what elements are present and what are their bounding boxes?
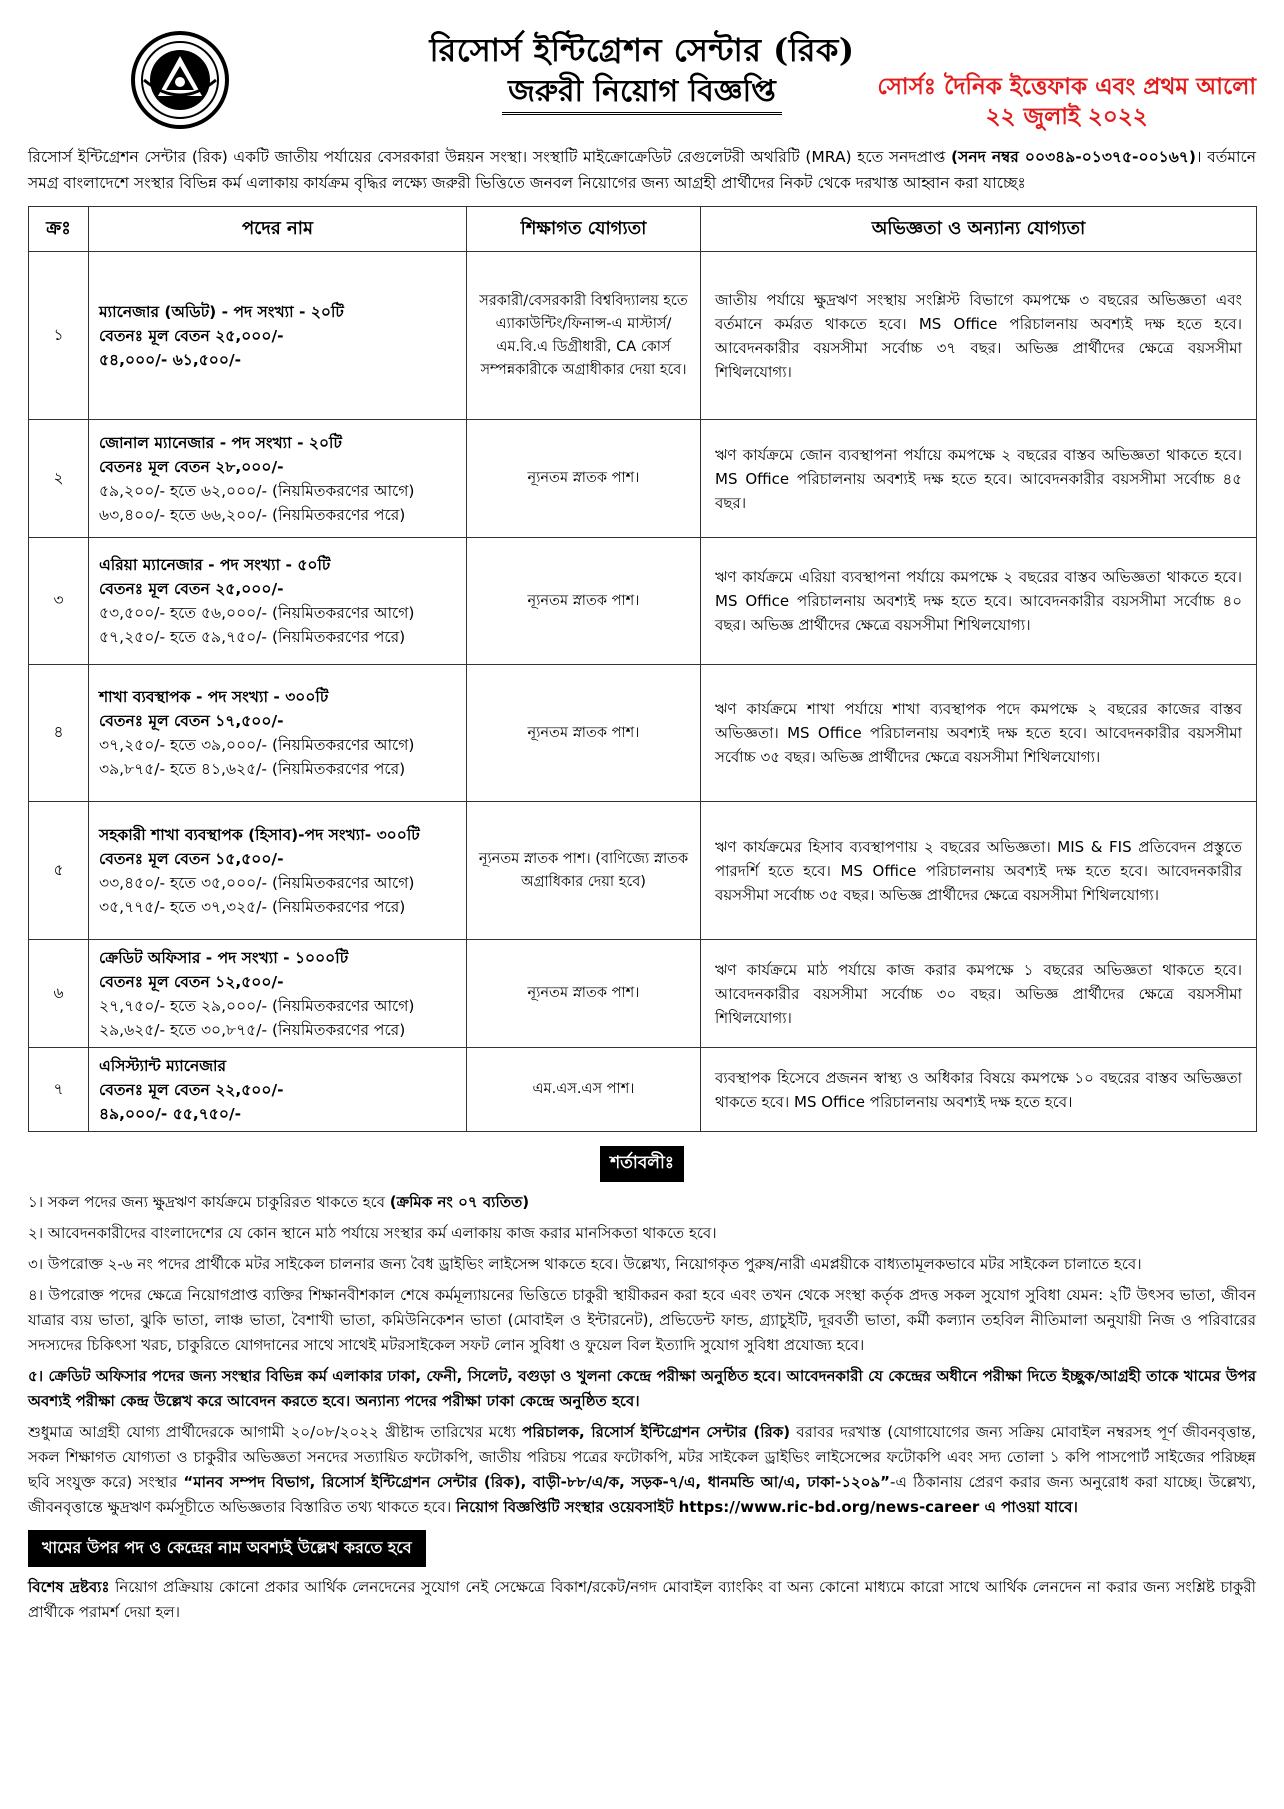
col-education: শিক্ষাগত যোগ্যতা (467, 207, 701, 252)
salary-line: ৩৭,২৫০/- হতে ৩৯,০০০/- (নিয়মিতকরণের আগে) (99, 736, 415, 754)
post-cell (89, 252, 467, 420)
post-title: ম্যানেজার (অডিট) - পদ সংখ্যা - ২০টি (99, 302, 344, 321)
education-cell: ন্যূনতম স্নাতক পাশ। (467, 420, 701, 538)
row-serial: ২ (29, 420, 89, 538)
term-exception: (ক্রমিক নং ০৭ ব্যতিত) (389, 1193, 530, 1211)
job-circular (28, 22, 1256, 1625)
term-text: ১। সকল পদের জন্য ক্ষুদ্রঋণ কার্যক্রমে চাকুরিরত থাকতে হবে (28, 1193, 390, 1211)
intro-paragraph (28, 144, 1256, 196)
instruction-text: শুধুমাত্র আগ্রহী যোগ্য প্রার্থীদেরকে আগামী ২০/০৮/২০২২ খ্রীষ্টাব্দ তারিখের মধ্যে (28, 1423, 523, 1441)
terms-heading-label: শর্তাবলীঃ (600, 1146, 684, 1182)
post-title: জোনাল ম্যানেজার - পদ সংখ্যা - ২০টি (99, 433, 342, 452)
post-cell (89, 940, 467, 1048)
terms-list (28, 1190, 1256, 1414)
term-item: ৩। উপরোক্ত ২-৬ নং পদের প্রার্থীকে মটর সাইকেল চালনার জন্য বৈধ ড্রাইভিং লাইসেন্স থাকতে হবে। উল্লেখ্য, নিয়োগকৃত পুরুষ/নারী এমপ্লয়ীকে বাধ্যতামূলকভাবে মটর সাইকেল চালাতে হবে। (28, 1255, 1142, 1273)
term-item: ৪। উপরোক্ত পদের ক্ষেত্রে নিয়োগপ্রাপ্ত ব্যক্তির শিক্ষানবীশকাল শেষে কর্মমূল্যায়নের ভিত্তিতে চাকুরী স্থায়ীকরন করা হবে এবং তখন থেকে সংস্থা কর্তৃক প্রদত্ত সকল সুযোগ সুবিধা যেমন: ২টি উৎসব ভাতা, জীবন যাত্রার ব্যয় ভাতা, ঝুকি ভাতা, লাঞ্চ ভাতা, বৈশাখী ভাতা, কমিউনিকেশন ভাতা (মোবাইল ও ইন্টারনেট), প্রভিডেন্ট ফান্ড, গ্র্যাচুইটি, দূরবর্তী ভাতা, কর্মী কল্যান তহবিল নীতিমালা অনুযায়ী নিজ ও পরিবারের সদস্যদের চিকিৎসা খরচ, চাকুরিতে যোগদানের সাথে সাথেই মটরসাইকেল সফট লোন সুবিধা ও ফুয়েল বিল ইত্যাদি সুযোগ সুবিধা প্রযোজ্য হবে। (28, 1286, 1256, 1354)
row-serial: ৭ (29, 1048, 89, 1132)
intro-text: রিসোর্স ইন্টিগ্রেশন সেন্টার (রিক) একটি জাতীয় পর্যায়ের বেসরকারা উন্নয়ন সংস্থা। সংস্থাটি মাইক্রোক্রেডিট রেগুলেটরী অথরিটি (MRA) হতে সনদপ্রাপ্ত (28, 148, 952, 166)
education-cell: এম.এস.এস পাশ। (467, 1048, 701, 1132)
terms-heading (28, 1146, 1256, 1182)
row-serial: ৬ (29, 940, 89, 1048)
term-item: ২। আবেদনকারীদের বাংলাদেশের যে কোন স্থানে মাঠ পর্যায়ে সংস্থার কর্ম এলাকায় কাজ করার মানসিকতা থাকতে হবে। (28, 1224, 717, 1242)
posts-table (28, 206, 1257, 1132)
education-cell: ন্যূনতম স্নাতক পাশ। (467, 665, 701, 802)
row-serial: ১ (29, 252, 89, 420)
instruction-text: -এ ঠিকানায় প্রেরণ করার জন্য অনুরোধ করা যাচ্ছে। উল্লেখ্য, জীবনবৃত্তান্তে ক্ষুদ্রঋণ কর্মসূচীতে অভিজ্ঞতার বিস্তারিত তথ্য থাকতে হবে। (28, 1473, 1257, 1516)
salary-line: বেতনঃ মূল বেতন ২৫,০০০/- (99, 580, 284, 598)
mailing-address: “মানব সম্পদ বিভাগ, রিসোর্স ইন্টিগ্রেশন সেন্টার (রিক), বাড়ী-৮৮/এ/ক, সড়ক-৭/এ, ধানমন্ডি আ/এ, ঢাকা-১২০৯” (183, 1473, 891, 1491)
salary-line: ৩৯,৮৭৫/- হতে ৪১,৬২৫/- (নিয়মিতকরণের পরে) (99, 760, 406, 778)
education-cell: ন্যূনতম স্নাতক পাশ। (467, 538, 701, 665)
salary-line: ৫৪,০০০/- ৬১,৫০০/- (99, 350, 242, 369)
experience-cell: জাতীয় পর্যায়ে ক্ষুদ্রঋণ সংস্থায় সংশ্লিস্ট বিভাগে কমপক্ষে ৩ বছরের অভিজ্ঞতা এবং বর্তমানে কর্মরত থাকতে হবে। MS Office পরিচালনায় অবশ্যই দক্ষ হতে হবে। আবেদনকারীর বয়সসীমা সর্বোচ্চ ৩৭ বছর। অভিজ্ঞ প্রার্থীদের ক্ষেত্রে বয়সসীমা শিথিলযোগ্য। (701, 252, 1257, 420)
certificate-number: (সনদ নম্বর ০০৩৪৯-০১৩৭৫-০০১৬৭) (951, 148, 1196, 166)
education-cell: ন্যূনতম স্নাতক পাশ। (467, 940, 701, 1048)
experience-cell: ব্যবস্থাপক হিসেবে প্রজনন স্বাস্থ্য ও অধিকার বিষয়ে কমপক্ষে ১০ বছরের বাস্তব অভিজ্ঞতা থাকতে হবে। MS Office পরিচালনায় অবশ্যই দক্ষ হতে হবে। (701, 1048, 1257, 1132)
col-post-name: পদের নাম (89, 207, 467, 252)
salary-line: ২৯,৬২৫/- হতে ৩০,৮৭৫/- (নিয়মিতকরণের পরে) (99, 1020, 406, 1039)
addressee: পরিচালক, রিসোর্স ইন্টিগ্রেশন সেন্টার (রিক) (522, 1423, 791, 1441)
salary-line: বেতনঃ মূল বেতন ২২,৫০০/- (99, 1080, 284, 1099)
envelope-note: খামের উপর পদ ও কেন্দ্রের নাম অবশ্যই উল্লেখ করতে হবে (28, 1530, 426, 1567)
salary-line: বেতনঃ মূল বেতন ১৭,৫০০/- (99, 712, 284, 730)
post-cell (89, 802, 467, 940)
table-row (29, 665, 1257, 802)
row-serial: ৩ (29, 538, 89, 665)
experience-cell: ঋণ কার্যক্রমে মাঠ পর্যায়ে কাজ করার কমপক্ষে ১ বছরের অভিজ্ঞতা থাকতে হবে। আবেদনকারীর বয়সসীমা সর্বোচ্চ ৩০ বছর। অভিজ্ঞ প্রার্থীদের ক্ষেত্রে বয়সসীমা শিথিলযোগ্য। (701, 940, 1257, 1048)
post-cell (89, 1048, 467, 1132)
col-experience: অভিজ্ঞতা ও অন্যান্য যোগ্যতা (701, 207, 1257, 252)
post-title: এরিয়া ম্যানেজার - পদ সংখ্যা - ৫০টি (99, 556, 331, 574)
special-note (28, 1575, 1256, 1625)
post-cell (89, 420, 467, 538)
salary-line: ৫৯,২০০/- হতে ৬২,০০০/- (নিয়মিতকরণের আগে) (99, 481, 415, 500)
salary-line: বেতনঃ মূল বেতন ১৫,৫০০/- (99, 849, 284, 868)
row-serial: ৪ (29, 665, 89, 802)
col-serial: ক্রঃ (29, 207, 89, 252)
special-note-label: বিশেষ দ্রষ্টব্যঃ (28, 1578, 110, 1596)
table-row (29, 1048, 1257, 1132)
experience-cell: ঋণ কার্যক্রমে জোন ব্যবস্থাপনা পর্যায়ে কমপক্ষে ২ বছরের বাস্তব অভিজ্ঞতা থাকতে হবে। MS Office পরিচালনায় অবশ্যই দক্ষ হতে হবে। আবেদনকারীর বয়সসীমা সর্বোচ্চ ৪৫ বছর। (701, 420, 1257, 538)
table-row (29, 252, 1257, 420)
source-line: সোর্সঃ দৈনিক ইত্তেফাক এবং প্রথম আলো (877, 73, 1256, 100)
application-instructions (28, 1420, 1256, 1520)
table-row (29, 420, 1257, 538)
intro-text-rest: । বর্তমানে সমগ্র বাংলাদেশে সংস্থার বিভিন্ন কর্ম এলাকায় কার্যক্রম বৃদ্ধির লক্ষ্যে জরুরী ভিত্তিতে জনবল নিয়োগের জন্য আগ্রহী প্রার্থীদের নিকট থেকে দরখাস্ত আহ্বান করা যাচ্ছেঃ (28, 148, 1256, 192)
post-cell (89, 538, 467, 665)
education-cell: ন্যূনতম স্নাতক পাশ। (বাণিজ্যে স্নাতক অগ্রাধিকার দেয়া হবে) (467, 802, 701, 940)
salary-line: বেতনঃ মূল বেতন ১২,৫০০/- (99, 972, 284, 991)
table-row (29, 802, 1257, 940)
row-serial: ৫ (29, 802, 89, 940)
post-title: শাখা ব্যবস্থাপক - পদ সংখ্যা - ৩০০টি (99, 688, 329, 706)
source-date: ২২ জুলাই ২০২২ (985, 103, 1148, 130)
post-title: সহকারী শাখা ব্যবস্থাপক (হিসাব)-পদ সংখ্যা- ৩০০টি (99, 825, 420, 844)
salary-line: ৬৩,৪০০/- হতে ৬৬,২০০/- (নিয়মিতকরণের পরে) (99, 505, 406, 524)
instruction-text: বরাবর দরখাস্ত (যোগাযোগের জন্য সক্রিয় মোবাইল নম্বরসহ পূর্ণ জীবনবৃত্তান্ত, সকল শিক্ষাগত যোগ্যতা ও চাকুরীর অভিজ্ঞতা সনদের সত্যায়িত ফটোকপি, জাতীয় পরিচয় পত্রের ফটোকপি, মটর সাইকেল ড্রাইভিং লাইসেন্সের ফটোকপি এবং সদ্য তোলা ১ কপি পাসপোর্ট সাইজের পরিচ্ছন্ন ছবি সংযুক্ত করে) সংস্থার (28, 1423, 1257, 1491)
website-note: নিয়োগ বিজ্ঞপ্তিটি সংস্থার ওয়েবসাইট https://www.ric-bd.org/news-career এ পাওয়া যাবে। (455, 1498, 1078, 1516)
salary-line: বেতনঃ মূল বেতন ২৮,০০০/- (99, 457, 284, 476)
salary-line: ৩৩,৪৫০/- হতে ৩৫,০০০/- (নিয়মিতকরণের আগে) (99, 873, 415, 892)
special-note-text: নিয়োগ প্রক্রিয়ায় কোনো প্রকার আর্থিক লেনদেনের সুযোগ নেই সেক্ষেত্রে বিকাশ/রকেট/নগদ মোবাইল ব্যাংকিং বা অন্য কোনো মাধ্যমে কারো সাথে আর্থিক লেনদেন না করার জন্য সংশ্লিষ্ট চাকুরী প্রার্থীকে পরামর্শ দেয়া হল। (28, 1578, 1256, 1621)
org-title: রিসোর্স ইন্টিগ্রেশন সেন্টার (রিক) (429, 31, 855, 69)
table-row (29, 940, 1257, 1048)
experience-cell: ঋণ কার্যক্রমের হিসাব ব্যবস্থাপণায় ২ বছরের অভিজ্ঞতা। MIS & FIS প্রতিবেদন প্রস্তুতে পারদর্শি হতে হবে। MS Office পরিচালনায় অবশ্যই দক্ষ হতে হবে। আবেদনকারীর বয়সসীমা সর্বোচ্চ ৩৫ বছর। অভিজ্ঞ প্রার্থীদের ক্ষেত্রে বয়সসীমা শিথিলযোগ্য। (701, 802, 1257, 940)
term-item: ৫। ক্রেডিট অফিসার পদের জন্য সংস্থার বিভিন্ন কর্ম এলাকার ঢাকা, ফেনী, সিলেট, বগুড়া ও খুলনা কেন্দ্রে পরীক্ষা অনুষ্ঠিত হবে। আবেদনকারী যে কেন্দ্রের অধীনে পরীক্ষা দিতে ইচ্ছুক/আগ্রহী তাকে খামের উপর অবশ্যই পরীক্ষা কেন্দ্র উল্লেখ করে আবেদন করতে হবে। অন্যান্য পদের পরীক্ষা ঢাকা কেন্দ্রে অনুষ্ঠিত হবে। (28, 1367, 1256, 1410)
salary-line: ২৭,৭৫০/- হতে ২৯,০০০/- (নিয়মিতকরণের আগে) (99, 996, 415, 1015)
post-cell (89, 665, 467, 802)
header (28, 22, 1256, 140)
salary-line: ৫৭,২৫০/- হতে ৫৯,৭৫০/- (নিয়মিতকরণের পরে) (99, 628, 406, 646)
table-header-row (29, 207, 1257, 252)
salary-line: বেতনঃ মূল বেতন ২৫,০০০/- (99, 326, 284, 345)
post-title: ক্রেডিট অফিসার - পদ সংখ্যা - ১০০০টি (99, 948, 349, 967)
experience-cell: ঋণ কার্যক্রমে শাখা পর্যায়ে শাখা ব্যবস্থাপক পদে কমপক্ষে ২ বছরের কাজের বাস্তব অভিজ্ঞতা। MS Office পরিচালনায় অবশ্যই দক্ষ হতে হবে। আবেদনকারীর বয়সসীমা সর্বোচ্চ ৩৫ বছর। অভিজ্ঞ প্রার্থীদের ক্ষেত্রে বয়সসীমা শিথিলযোগ্য। (701, 665, 1257, 802)
salary-line: ৪৯,০০০/- ৫৫,৭৫০/- (99, 1104, 242, 1123)
salary-line: ৩৫,৭৭৫/- হতে ৩৭,৩২৫/- (নিয়মিতকরণের পরে) (99, 897, 406, 916)
term-item (28, 1190, 1256, 1215)
post-title: এসিস্ট্যান্ট ম্যানেজার (99, 1056, 227, 1075)
source-info (877, 72, 1256, 132)
education-cell: সরকারী/বেসরকারী বিশ্ববিদ্যালয় হতে এ্যাকাউন্টিং/ফিনান্স-এ মাস্টার্স/এম.বি.এ ডিগ্রীধারী, CA কোর্স সম্পন্নকারীকে অগ্রাধীকার দেয়া হবে। (467, 252, 701, 420)
salary-line: ৫৩,৫০০/- হতে ৫৬,০০০/- (নিয়মিতকরণের আগে) (99, 604, 415, 622)
experience-cell: ঋণ কার্যক্রমে এরিয়া ব্যবস্থাপনা পর্যায়ে কমপক্ষে ২ বছরের বাস্তব অভিজ্ঞতা থাকতে হবে। MS Office পরিচালনায় অবশ্যই দক্ষ হতে হবে। আবেদনকারীর বয়সসীমা সর্বোচ্চ ৪০ বছর। অভিজ্ঞ প্রার্থীদের ক্ষেত্রে বয়সসীমা শিথিলযোগ্য। (701, 538, 1257, 665)
table-row (29, 538, 1257, 665)
notice-title: জরুরী নিয়োগ বিজ্ঞপ্তি (502, 72, 782, 115)
